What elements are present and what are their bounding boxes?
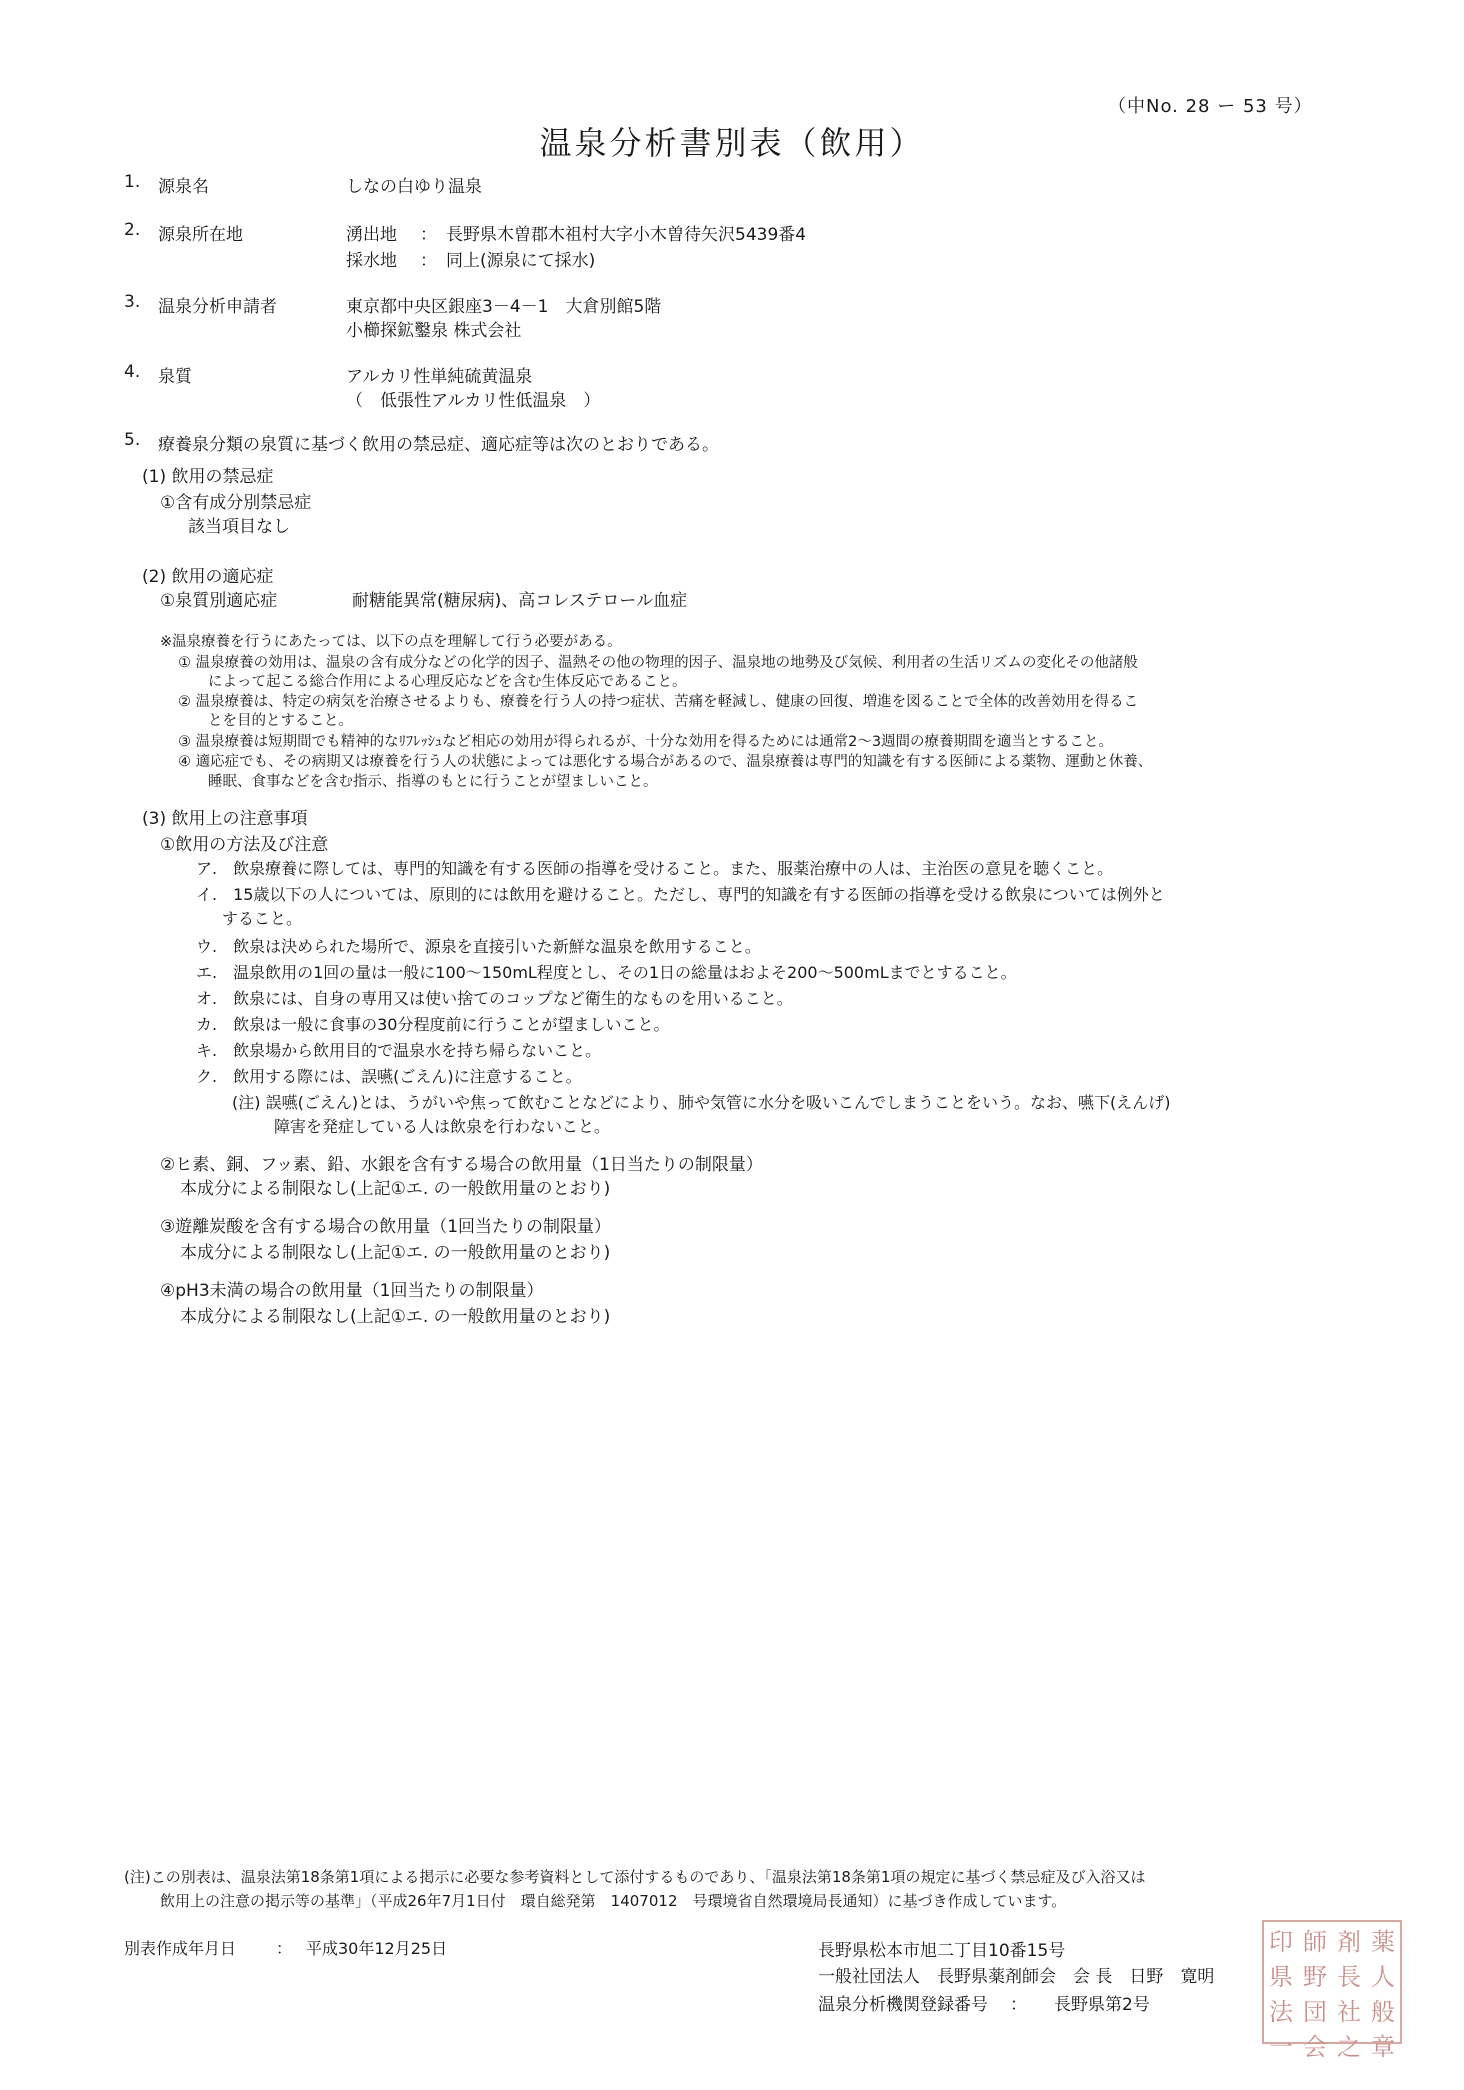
document-number: （中No. 28 ー 53 号） xyxy=(1108,96,1313,117)
caution-u: ウ. 飲泉は決められた場所で、源泉を直接引いた新鮮な温泉を飲用すること。 xyxy=(196,937,761,956)
item-number: 5. xyxy=(124,430,141,450)
contra-heading: (1) 飲用の禁忌症 xyxy=(142,467,274,487)
caution-s3-value: 本成分による制限なし(上記①エ. の一般飲用量のとおり) xyxy=(180,1243,611,1263)
contra-value: 該当項目なし xyxy=(188,517,290,537)
seal-char: 団 xyxy=(1303,1998,1327,2026)
caution-s4-heading: ④pH3未満の場合の飲用量（1回当たりの制限量） xyxy=(160,1281,544,1301)
note-4: ④ 適応症でも、その病期又は療養を行う人の状態によっては悪化する場合があるので、温泉療養は専門的知識を有する医師による薬物、運動と休養、 xyxy=(178,754,1153,770)
org-name: 一般社団法人 長野県薬剤師会 会 長 日野 寛明 xyxy=(818,1967,1215,1987)
seal-char: 社 xyxy=(1337,1998,1361,2026)
caution-s4-value: 本成分による制限なし(上記①エ. の一般飲用量のとおり) xyxy=(180,1307,611,1327)
seal-char: 薬 xyxy=(1371,1928,1395,1956)
seal-char: 印 xyxy=(1269,1928,1293,1956)
seal-char: 県 xyxy=(1269,1963,1293,1991)
caution-note-cont: 障害を発症している人は飲泉を行わないこと。 xyxy=(274,1117,611,1136)
footer-note: (注)この別表は、温泉法第18条第1項による掲示に必要な参考資料として添付するものであり、「温泉法第18条第1項の規定に基づく禁忌症及び入浴又は xyxy=(124,1868,1146,1886)
seal-char: 人 xyxy=(1371,1963,1395,1991)
note-2: ② 温泉療養は、特定の病気を治療させるよりも、療養を行う人の持つ症状、苦痛を軽減し、健康の回復、増進を図ることで全体的改善効用を得るこ xyxy=(178,694,1139,710)
quality-value: アルカリ性単純硫黄温泉 xyxy=(346,367,533,387)
applicant-address: 東京都中央区銀座3－4－1 大倉別館5階 xyxy=(346,297,662,317)
caution-a: ア. 飲泉療養に際しては、専門的知識を有する医師の指導を受けること。また、服薬治療中の人は、主治医の意見を聴くこと。 xyxy=(196,859,1114,878)
source-name-label: 源泉名 xyxy=(158,177,209,197)
caution-ku: ク. 飲用する際には、誤嚥(ごえん)に注意すること。 xyxy=(196,1067,582,1086)
caution-i-cont: すること。 xyxy=(222,909,303,928)
creation-date-value: 平成30年12月25日 xyxy=(306,1939,448,1958)
caution-s3-heading: ③遊離炭酸を含有する場合の飲用量（1回当たりの制限量） xyxy=(160,1217,612,1237)
location-label: 源泉所在地 xyxy=(158,225,243,245)
spring-outlet-value: 長野県木曽郡木祖村大字小木曽待矢沢5439番4 xyxy=(446,225,807,245)
seal-char: 剤 xyxy=(1337,1928,1361,1956)
caution-sub: ①飲用の方法及び注意 xyxy=(160,835,329,855)
spring-outlet-label: 湧出地 xyxy=(346,225,397,245)
separator: ： xyxy=(1010,1995,1027,2015)
indic-sub: ①泉質別適応症 xyxy=(160,591,278,611)
seal-char: 会 xyxy=(1303,2033,1327,2061)
caution-note: (注) 誤嚥(ごえん)とは、うがいや焦って飲むことなどにより、肺や気管に水分を吸いこんでしまうことをいう。なお、嚥下(えんげ) xyxy=(232,1093,1171,1112)
note-1: ① 温泉療養の効用は、温泉の含有成分などの化学的因子、温熱その他の物理的因子、温泉地の地勢及び気候、利用者の生活リズムの変化その他諸般 xyxy=(178,655,1138,671)
note-1-cont: によって起こる総合作用による心理反応などを含む生体反応であること。 xyxy=(208,674,687,690)
indic-heading: (2) 飲用の適応症 xyxy=(142,567,274,587)
seal-char: 師 xyxy=(1303,1928,1327,1956)
org-address: 長野県松本市旭二丁目10番15号 xyxy=(818,1941,1066,1961)
caution-s2-heading: ②ヒ素、銅、フッ素、鉛、水銀を含有する場合の飲用量（1日当たりの制限量） xyxy=(160,1155,763,1175)
sampling-site-label: 採水地 xyxy=(346,251,397,271)
note-4-cont: 睡眠、食事などを含む指示、指導のもとに行うことが望ましいこと。 xyxy=(208,774,658,790)
seal-char: 長 xyxy=(1337,1963,1361,1991)
caution-ki: キ. 飲泉場から飲用目的で温泉水を持ち帰らないこと。 xyxy=(196,1041,602,1060)
section5-heading: 療養泉分類の泉質に基づく飲用の禁忌症、適応症等は次のとおりである。 xyxy=(158,435,719,455)
notes-intro: ※温泉療養を行うにあたっては、以下の点を理解して行う必要がある。 xyxy=(160,634,622,650)
source-name-value: しなの白ゆり温泉 xyxy=(346,177,482,197)
quality-subvalue: （ 低張性アルカリ性低温泉 ） xyxy=(346,391,601,411)
item-number: 2. xyxy=(124,220,141,240)
caution-heading: (3) 飲用上の注意事項 xyxy=(142,809,308,829)
seal-char: 章 xyxy=(1371,2033,1395,2061)
sampling-site-value: 同上(源泉にて採水) xyxy=(446,251,596,271)
official-seal xyxy=(1262,1920,1402,2061)
item-number: 4. xyxy=(124,362,141,382)
contra-sub: ①含有成分別禁忌症 xyxy=(160,493,312,513)
note-3: ③ 温泉療養は短期間でも精神的なﾘﾌﾚｯｼｭなど相応の効用が得られるが、十分な効用を得るためには通常2～3週間の療養期間を適当とすること。 xyxy=(178,734,1114,750)
item-number: 1. xyxy=(124,172,141,192)
seal-char: 野 xyxy=(1303,1963,1327,1991)
seal-char: 法 xyxy=(1269,1998,1293,2026)
indic-value: 耐糖能異常(糖尿病)、高コレステロール血症 xyxy=(352,591,688,611)
applicant-label: 温泉分析申請者 xyxy=(158,297,277,317)
seal-char: 一 xyxy=(1269,2033,1293,2061)
creation-date-label: 別表作成年月日 xyxy=(124,1939,237,1958)
separator: ： xyxy=(420,225,437,245)
registration-label: 温泉分析機関登録番号 xyxy=(818,1995,988,2015)
applicant-company: 小櫛探鉱鑿泉 株式会社 xyxy=(346,321,522,341)
caution-o: オ. 飲泉には、自身の専用又は使い捨てのコップなど衛生的なものを用いること。 xyxy=(196,989,793,1008)
seal-char: 般 xyxy=(1371,1998,1395,2026)
seal-char: 之 xyxy=(1337,2033,1361,2061)
caution-s2-value: 本成分による制限なし(上記①エ. の一般飲用量のとおり) xyxy=(180,1179,611,1199)
note-2-cont: とを目的とすること。 xyxy=(208,713,353,729)
caution-e: エ. 温泉飲用の1回の量は一般に100～150mL程度とし、その1日の総量はおよそ200～500mLまでとすること。 xyxy=(196,963,1017,982)
quality-label: 泉質 xyxy=(158,367,192,387)
separator: ： xyxy=(276,1939,293,1958)
footer-note-cont: 飲用上の注意の掲示等の基準」（平成26年7月1日付 環自総発第 1407012 号環境省自然環境局長通知）に基づき作成しています。 xyxy=(160,1892,1067,1910)
caution-i: イ. 15歳以下の人については、原則的には飲用を避けること。ただし、専門的知識を有する医師の指導を受ける飲泉については例外と xyxy=(196,885,1165,904)
caution-ka: カ. 飲泉は一般に食事の30分程度前に行うことが望ましいこと。 xyxy=(196,1015,670,1034)
page-title: 温泉分析書別表（飲用） xyxy=(539,124,925,162)
registration-value: 長野県第2号 xyxy=(1054,1995,1150,2015)
item-number: 3. xyxy=(124,292,141,312)
separator: ： xyxy=(420,251,437,271)
